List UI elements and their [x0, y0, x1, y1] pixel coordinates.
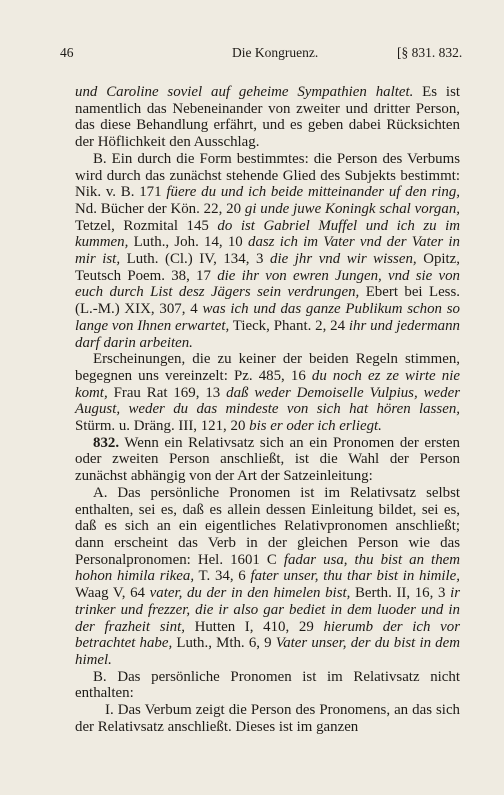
text-run: Tieck, Phant. 2, 24 [229, 317, 349, 334]
text-run: Luth., Mth. 6, 9 [172, 635, 276, 652]
citation-quote: vater, du der in den himelen bist, [149, 585, 351, 602]
text-run: Ebert bei Less. (L.-M.) XIX, 307, 4 [75, 284, 460, 318]
text-run: Hutten I, 410, 29 [184, 618, 324, 635]
citation-quote: was ich und das ganze Publikum schon so lange von Ihnen erwartet, [75, 301, 460, 334]
paragraph-continuation [75, 84, 460, 151]
text-run: T. 34, 6 [194, 568, 251, 585]
page-number: 46 [60, 45, 74, 60]
text-run: B. Ein durch die Form bestimmtes: die Person des Verbums wird durch das zunächst stehende Glied des Subjekts bestimmt: Nik. v. B. 171 [75, 150, 460, 201]
text-run: I. Das Verbum zeigt die Person des Pronomens, an das sich der Relativsatz anschließt. Dieses ist im ganzen [75, 702, 460, 735]
citation-quote: die ihr von ewren Jungen, vnd sie von euch durch List desz Jägers sein verdrungen, [75, 267, 460, 301]
text-run: Frau Rat 169, 13 [107, 384, 227, 401]
section-number: 832. [93, 434, 120, 451]
text-body [75, 84, 460, 735]
paragraph-section-832 [75, 435, 460, 485]
citation-quote: fadar usa, thu bist an them hohon himila rikea, [75, 551, 460, 585]
text-run: Nd. Bücher der Kön. 22, 20 [75, 200, 245, 217]
running-header [0, 45, 504, 67]
text-run: Waag V, 64 [75, 585, 150, 602]
paragraph-exceptions [75, 351, 460, 435]
citation-quote: die jhr vnd wir wissen, [270, 251, 417, 268]
citation-quote: du noch ez ze wirte nie komt, [75, 367, 460, 401]
citation-quote: gi unde juwe Koningk schal vorgan, [244, 200, 460, 217]
text-run: Luth. (Cl.) IV, 134, 3 [120, 251, 270, 268]
citation-quote: do ist Gabriel Muffel und ich zu im kummen, [75, 217, 460, 251]
citation-quote: und Caroline soviel auf geheime Sympathien haltet. [75, 84, 414, 100]
text-run: Berth. II, 16, 3 [350, 585, 451, 602]
citation-quote: füere du und ich beide mitteinander uf den ring, [166, 184, 460, 201]
citation-quote: ir trinker und frezzer, die ir also gar bediet in dem luoder und in der frazheit sint, [75, 585, 461, 635]
paragraph-case-b-i [75, 702, 460, 735]
citation-quote: bis er oder ich erliegt. [249, 418, 382, 435]
citation-quote: fater unser, thu thar bist in himile, [250, 568, 460, 585]
citation-quote: daß weder Demoiselle Vulpius, weder August, weder du das mindeste von sich hat hören lassen, [75, 384, 460, 418]
text-run: Tetzel, Rozmital 145 [75, 217, 218, 234]
running-title: Die Kongruenz. [232, 45, 319, 60]
text-run: Erscheinungen, die zu keiner der beiden Regeln stimmen, begegnen uns vereinzelt: Pz. 485, 16 [75, 351, 460, 384]
citation-quote: hierumb der ich vor betrachtet habe, [75, 618, 460, 652]
text-run: A. Das persönliche Pronomen ist im Relativsatz selbst enthalten, sei es, daß es allein dessen Einleitung bildet, sei es, daß es sich an ein eigentliches Relativpronomen anschließt; dann erscheint das Verb in der gleichen Person wie das Personalpronomen: Hel. 1601 C [75, 484, 460, 568]
text-run: Es ist namentlich das Nebeneinander von zweiter und dritter Person, das diese Behandlung erfährt, und es geben dabei Rücksichten der Höflichkeit den Ausschlag. [75, 84, 460, 151]
section-reference: [§ 831. 832. [397, 45, 463, 60]
citation-quote: dasz ich im Vater vnd der Vater in mir ist, [75, 234, 460, 268]
paragraph-case-b [75, 669, 460, 702]
citation-quote: ihr und jedermann darf darin arbeiten. [75, 317, 460, 351]
paragraph-case-a [75, 485, 460, 669]
text-run: Stürm. u. Dräng. III, 121, 20 [75, 418, 250, 435]
text-run: Opitz, Teutsch Poem. 38, 17 [75, 251, 460, 284]
text-run: Luth., Joh. 14, 10 [128, 234, 248, 251]
text-run: B. Das persönliche Pronomen ist im Relativsatz nicht enthalten: [75, 668, 460, 702]
text-run: Wenn ein Relativsatz sich an ein Pronomen der ersten oder zweiten Person anschließt, ist die Wahl der Person zunächst abhängig von der Art der Satzeinleitung: [75, 434, 460, 485]
citation-quote: Vater unser, der du bist in dem himel. [75, 635, 460, 668]
paragraph-rule-b [75, 151, 460, 351]
